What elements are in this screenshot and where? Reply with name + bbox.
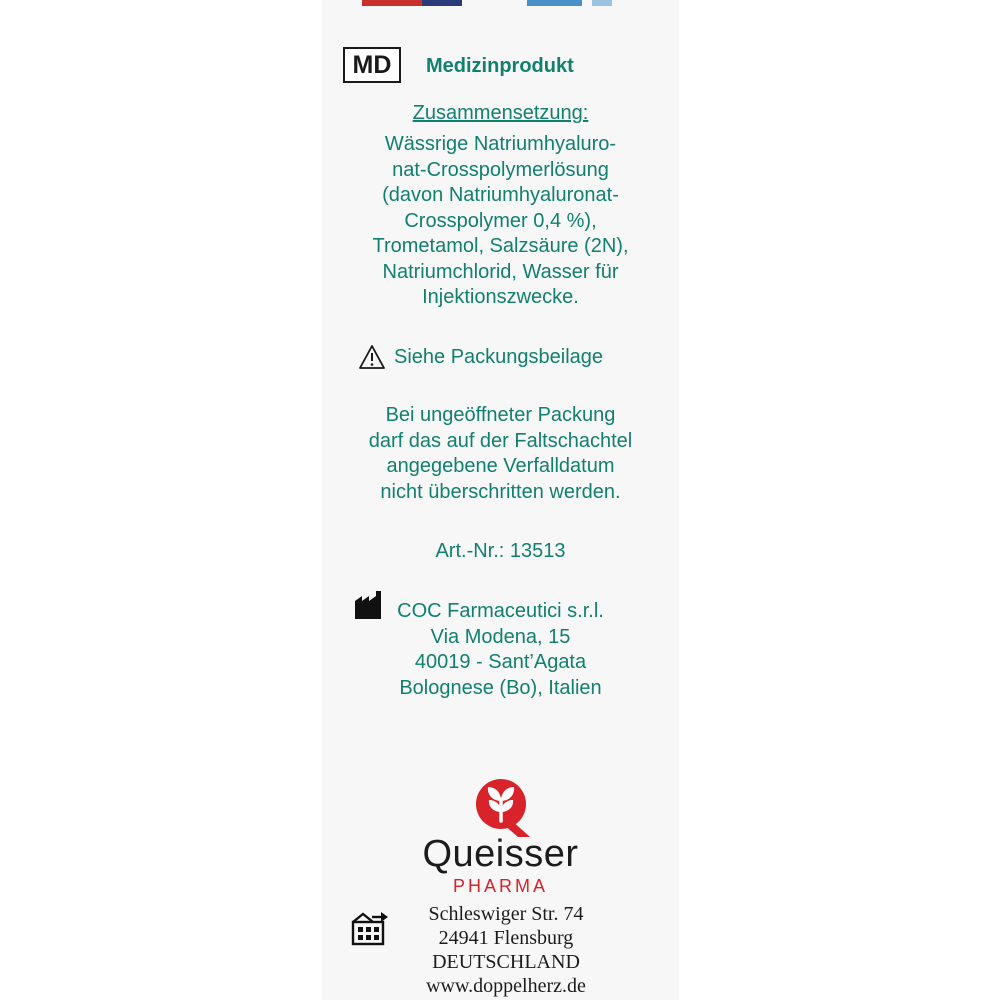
distributor-icon xyxy=(350,908,390,946)
distributor-line: DEUTSCHLAND xyxy=(432,951,580,973)
composition-text xyxy=(322,132,679,311)
expiry-line: angegebene Verfalldatum xyxy=(386,455,615,477)
warning-text: Siehe Packungsbeilage xyxy=(394,345,604,368)
expiry-line: darf das auf der Faltschachtel xyxy=(368,429,633,452)
brand-subtitle: PHARMA xyxy=(452,876,548,896)
manufacturer-line: 40019 - Sant’Agata xyxy=(414,651,587,673)
composition-line: Trometamol, Salzsäure (2N), xyxy=(372,235,629,257)
composition-line: nat-Crosspolymerlösung xyxy=(392,158,609,181)
composition-line: Crosspolymer 0,4 %), xyxy=(404,209,597,232)
composition-line: (davon Natriumhyaluronat- xyxy=(382,184,619,206)
package-side-panel xyxy=(322,0,679,1000)
composition-heading: Zusammensetzung: xyxy=(412,102,589,124)
manufacturer-line: COC Farmaceutici s.r.l. xyxy=(397,600,604,622)
queisser-logo-icon xyxy=(470,775,536,839)
warning-row xyxy=(358,343,603,371)
manufacturer-address xyxy=(322,599,679,701)
distributor-website[interactable]: www.doppelherz.de xyxy=(426,975,586,997)
manufacturer-line: Bolognese (Bo), Italien xyxy=(399,676,602,699)
md-symbol: MD xyxy=(343,47,401,83)
composition-line: Wässrige Natriumhyaluro- xyxy=(384,133,617,155)
expiry-line: nicht überschritten werden. xyxy=(380,480,621,503)
md-label: Medizinprodukt xyxy=(426,55,574,77)
expiry-line: Bei ungeöffneter Packung xyxy=(385,404,616,426)
article-number: Art.-Nr.: 13513 xyxy=(435,540,566,562)
brand-name: Queisser xyxy=(422,833,579,875)
manufacturer-line: Via Modena, 15 xyxy=(430,625,571,648)
distributor-address xyxy=(396,902,616,998)
top-edge-strip xyxy=(322,0,679,8)
distributor-line: Schleswiger Str. 74 xyxy=(428,903,584,925)
expiry-note xyxy=(322,403,679,505)
distributor-line: 24941 Flensburg xyxy=(438,927,574,949)
composition-line: Injektionszwecke. xyxy=(422,286,579,308)
warning-triangle-icon xyxy=(358,344,386,370)
composition-line: Natriumchlorid, Wasser für xyxy=(382,260,619,283)
